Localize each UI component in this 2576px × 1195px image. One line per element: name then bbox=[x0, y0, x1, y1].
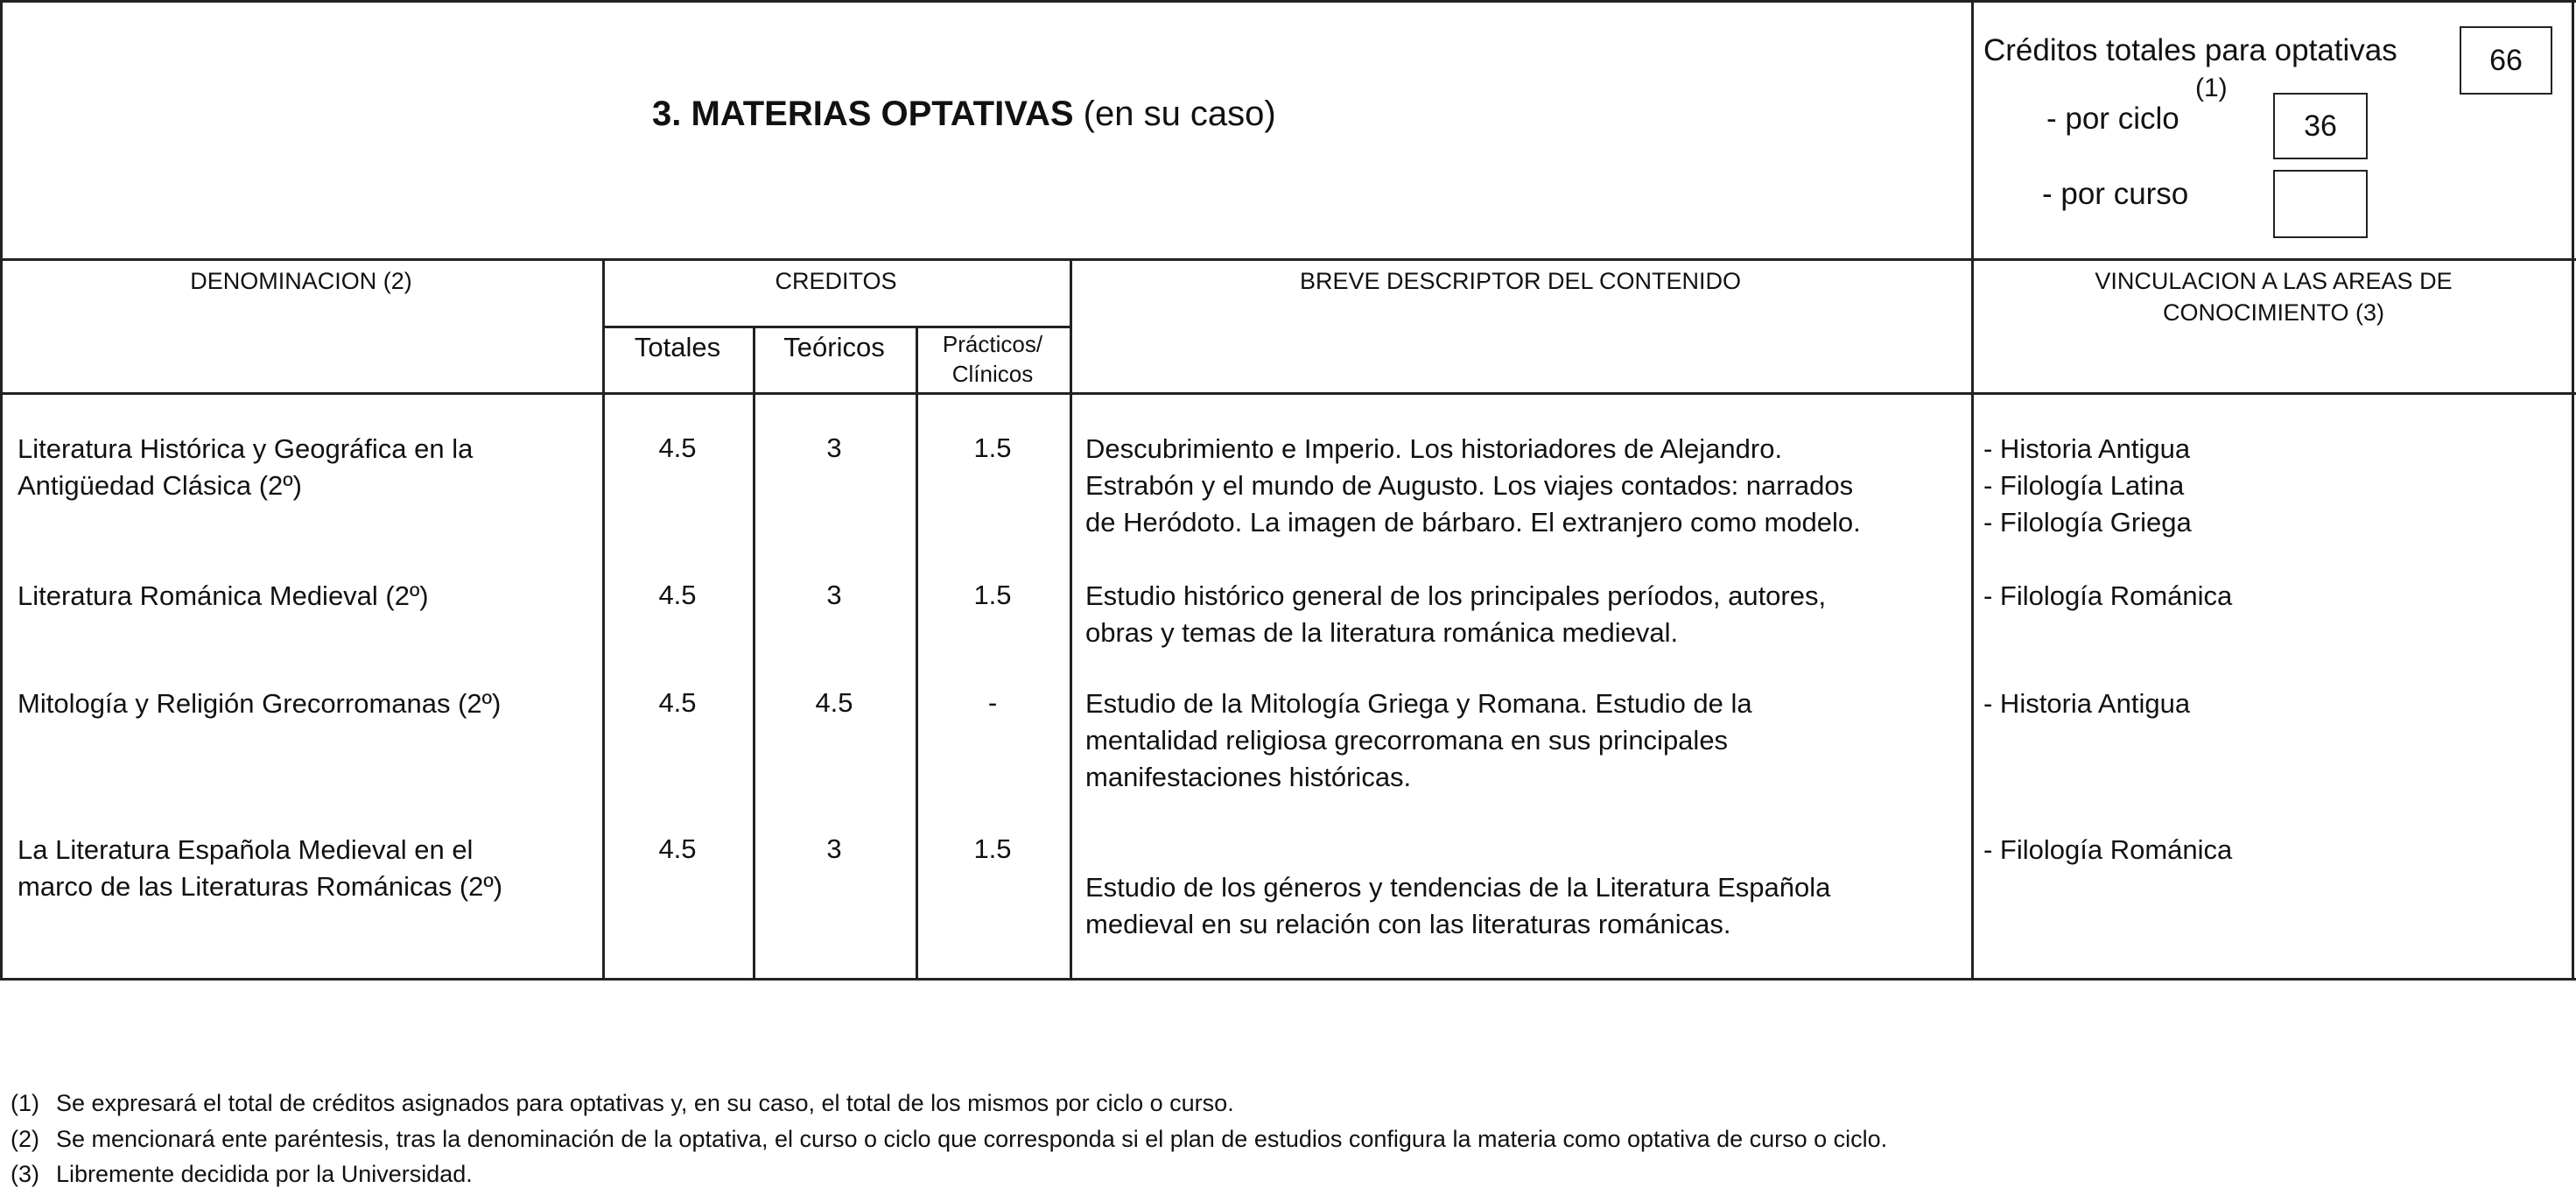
footnote-number: (2) bbox=[11, 1126, 39, 1152]
footnote-number: (1) bbox=[11, 1090, 39, 1116]
col-practicos bbox=[916, 329, 1070, 389]
por-ciclo-box: 36 bbox=[2273, 93, 2368, 159]
header-divider bbox=[0, 258, 2576, 261]
row-teoricos: 4.5 bbox=[815, 687, 853, 718]
por-curso-box bbox=[2273, 170, 2368, 238]
left-border bbox=[0, 0, 3, 981]
creditos-totales-box: 66 bbox=[2460, 26, 2552, 95]
row-areas bbox=[1983, 578, 2232, 615]
area-line: - Filología Románica bbox=[1983, 834, 2233, 865]
row-name-line: Antigüedad Clásica (2º) bbox=[18, 470, 302, 501]
row-practicos: 1.5 bbox=[973, 833, 1012, 864]
desc-line: Descubrimiento e Imperio. Los historiadores de Alejandro. bbox=[1085, 433, 1783, 464]
footnote-3 bbox=[11, 1161, 473, 1188]
row-totales: 4.5 bbox=[658, 580, 697, 610]
footnote-1 bbox=[11, 1090, 1234, 1117]
column-header-bottom bbox=[0, 392, 2576, 395]
col-denominacion: DENOMINACION (2) bbox=[190, 268, 412, 294]
area-line: - Historia Antigua bbox=[1983, 433, 2191, 464]
desc-line: medieval en su relación con las literaturas románicas. bbox=[1085, 909, 1731, 939]
row-name-line: Literatura Histórica y Geográfica en la bbox=[18, 433, 474, 464]
col-vinculacion bbox=[1971, 265, 2576, 328]
row-teoricos: 3 bbox=[826, 833, 842, 864]
row-areas bbox=[1983, 431, 2192, 541]
row-practicos: 1.5 bbox=[973, 580, 1012, 610]
page-title: 3. MATERIAS OPTATIVAS (en su caso) bbox=[652, 95, 1276, 133]
footnote-number: (3) bbox=[11, 1161, 39, 1187]
row-areas bbox=[1983, 685, 2190, 722]
col-creditos: CREDITOS bbox=[775, 268, 897, 294]
table-row bbox=[18, 431, 473, 504]
denominacion-divider bbox=[602, 258, 605, 981]
right-border bbox=[2572, 0, 2574, 981]
creditos-totales-label: Créditos totales para optativas bbox=[1983, 33, 2397, 67]
desc-line: Estudio de los géneros y tendencias de la Literatura Española bbox=[1085, 872, 1831, 903]
footnote-text: Se expresará el total de créditos asignados para optativas y, en su caso, el total de los mismos por ciclo o curso. bbox=[56, 1090, 1234, 1116]
desc-line: Estudio histórico general de los principales períodos, autores, bbox=[1085, 580, 1827, 611]
descriptor-divider bbox=[1070, 258, 1072, 981]
por-curso-label: - por curso bbox=[2042, 177, 2189, 211]
row-name-line: marco de las Literaturas Románicas (2º) bbox=[18, 871, 503, 902]
table-row bbox=[18, 578, 429, 615]
desc-line: obras y temas de la literatura románica medieval. bbox=[1085, 617, 1679, 648]
footnote-text: Se mencionará ente paréntesis, tras la denominación de la optativa, el curso o ciclo que corresponda si el plan de estudios configura la materia como optativa de curso o ciclo. bbox=[56, 1126, 1888, 1152]
col-vinculacion-line1: VINCULACION A LAS AREAS DE bbox=[2095, 268, 2453, 294]
row-practicos: - bbox=[987, 687, 998, 718]
desc-line: Estrabón y el mundo de Augusto. Los viajes contados: narrados bbox=[1085, 470, 1854, 501]
row-totales: 4.5 bbox=[658, 687, 697, 718]
row-descriptor bbox=[1085, 869, 1830, 943]
por-ciclo-label: - por ciclo bbox=[2046, 102, 2179, 136]
row-areas bbox=[1983, 832, 2232, 868]
desc-line: de Heródoto. La imagen de bárbaro. El extranjero como modelo. bbox=[1085, 507, 1861, 538]
area-line: - Historia Antigua bbox=[1983, 688, 2191, 719]
table-row bbox=[18, 832, 502, 905]
area-line: - Filología Latina bbox=[1983, 470, 2185, 501]
creditos-subheader-line bbox=[602, 326, 1070, 328]
col-practicos-line2: Clínicos bbox=[951, 361, 1034, 387]
col-totales: Totales bbox=[634, 332, 721, 362]
area-line: - Filología Románica bbox=[1983, 580, 2233, 611]
teoricos-divider bbox=[916, 326, 918, 981]
area-line: - Filología Griega bbox=[1983, 507, 2192, 538]
row-name-line: Mitología y Religión Grecorromanas (2º) bbox=[18, 688, 502, 719]
table-row bbox=[18, 685, 501, 722]
row-totales: 4.5 bbox=[658, 432, 697, 463]
col-descriptor: BREVE DESCRIPTOR DEL CONTENIDO bbox=[1299, 268, 1742, 294]
vinculacion-divider bbox=[1971, 0, 1974, 981]
row-descriptor bbox=[1085, 685, 1752, 796]
desc-line: mentalidad religiosa grecorromana en sus principales bbox=[1085, 725, 1729, 756]
desc-line: manifestaciones históricas. bbox=[1085, 762, 1412, 792]
row-descriptor bbox=[1085, 578, 1826, 651]
totales-divider bbox=[753, 326, 755, 981]
row-teoricos: 3 bbox=[826, 432, 842, 463]
row-practicos: 1.5 bbox=[973, 432, 1012, 463]
col-practicos-line1: Prácticos/ bbox=[942, 331, 1043, 357]
row-name-line: La Literatura Española Medieval en el bbox=[18, 834, 474, 865]
row-descriptor bbox=[1085, 431, 1861, 541]
col-vinculacion-line2: CONOCIMIENTO (3) bbox=[2162, 299, 2384, 326]
footnote-text: Libremente decidida por la Universidad. bbox=[56, 1161, 473, 1187]
top-border bbox=[0, 0, 2576, 3]
row-totales: 4.5 bbox=[658, 833, 697, 864]
row-teoricos: 3 bbox=[826, 580, 842, 610]
row-name-line: Literatura Románica Medieval (2º) bbox=[18, 580, 429, 611]
col-teoricos: Teóricos bbox=[783, 332, 885, 362]
footnote-ref-1: (1) bbox=[2195, 74, 2228, 102]
desc-line: Estudio de la Mitología Griega y Romana. Estudio de la bbox=[1085, 688, 1752, 719]
footnote-2 bbox=[11, 1126, 1887, 1153]
